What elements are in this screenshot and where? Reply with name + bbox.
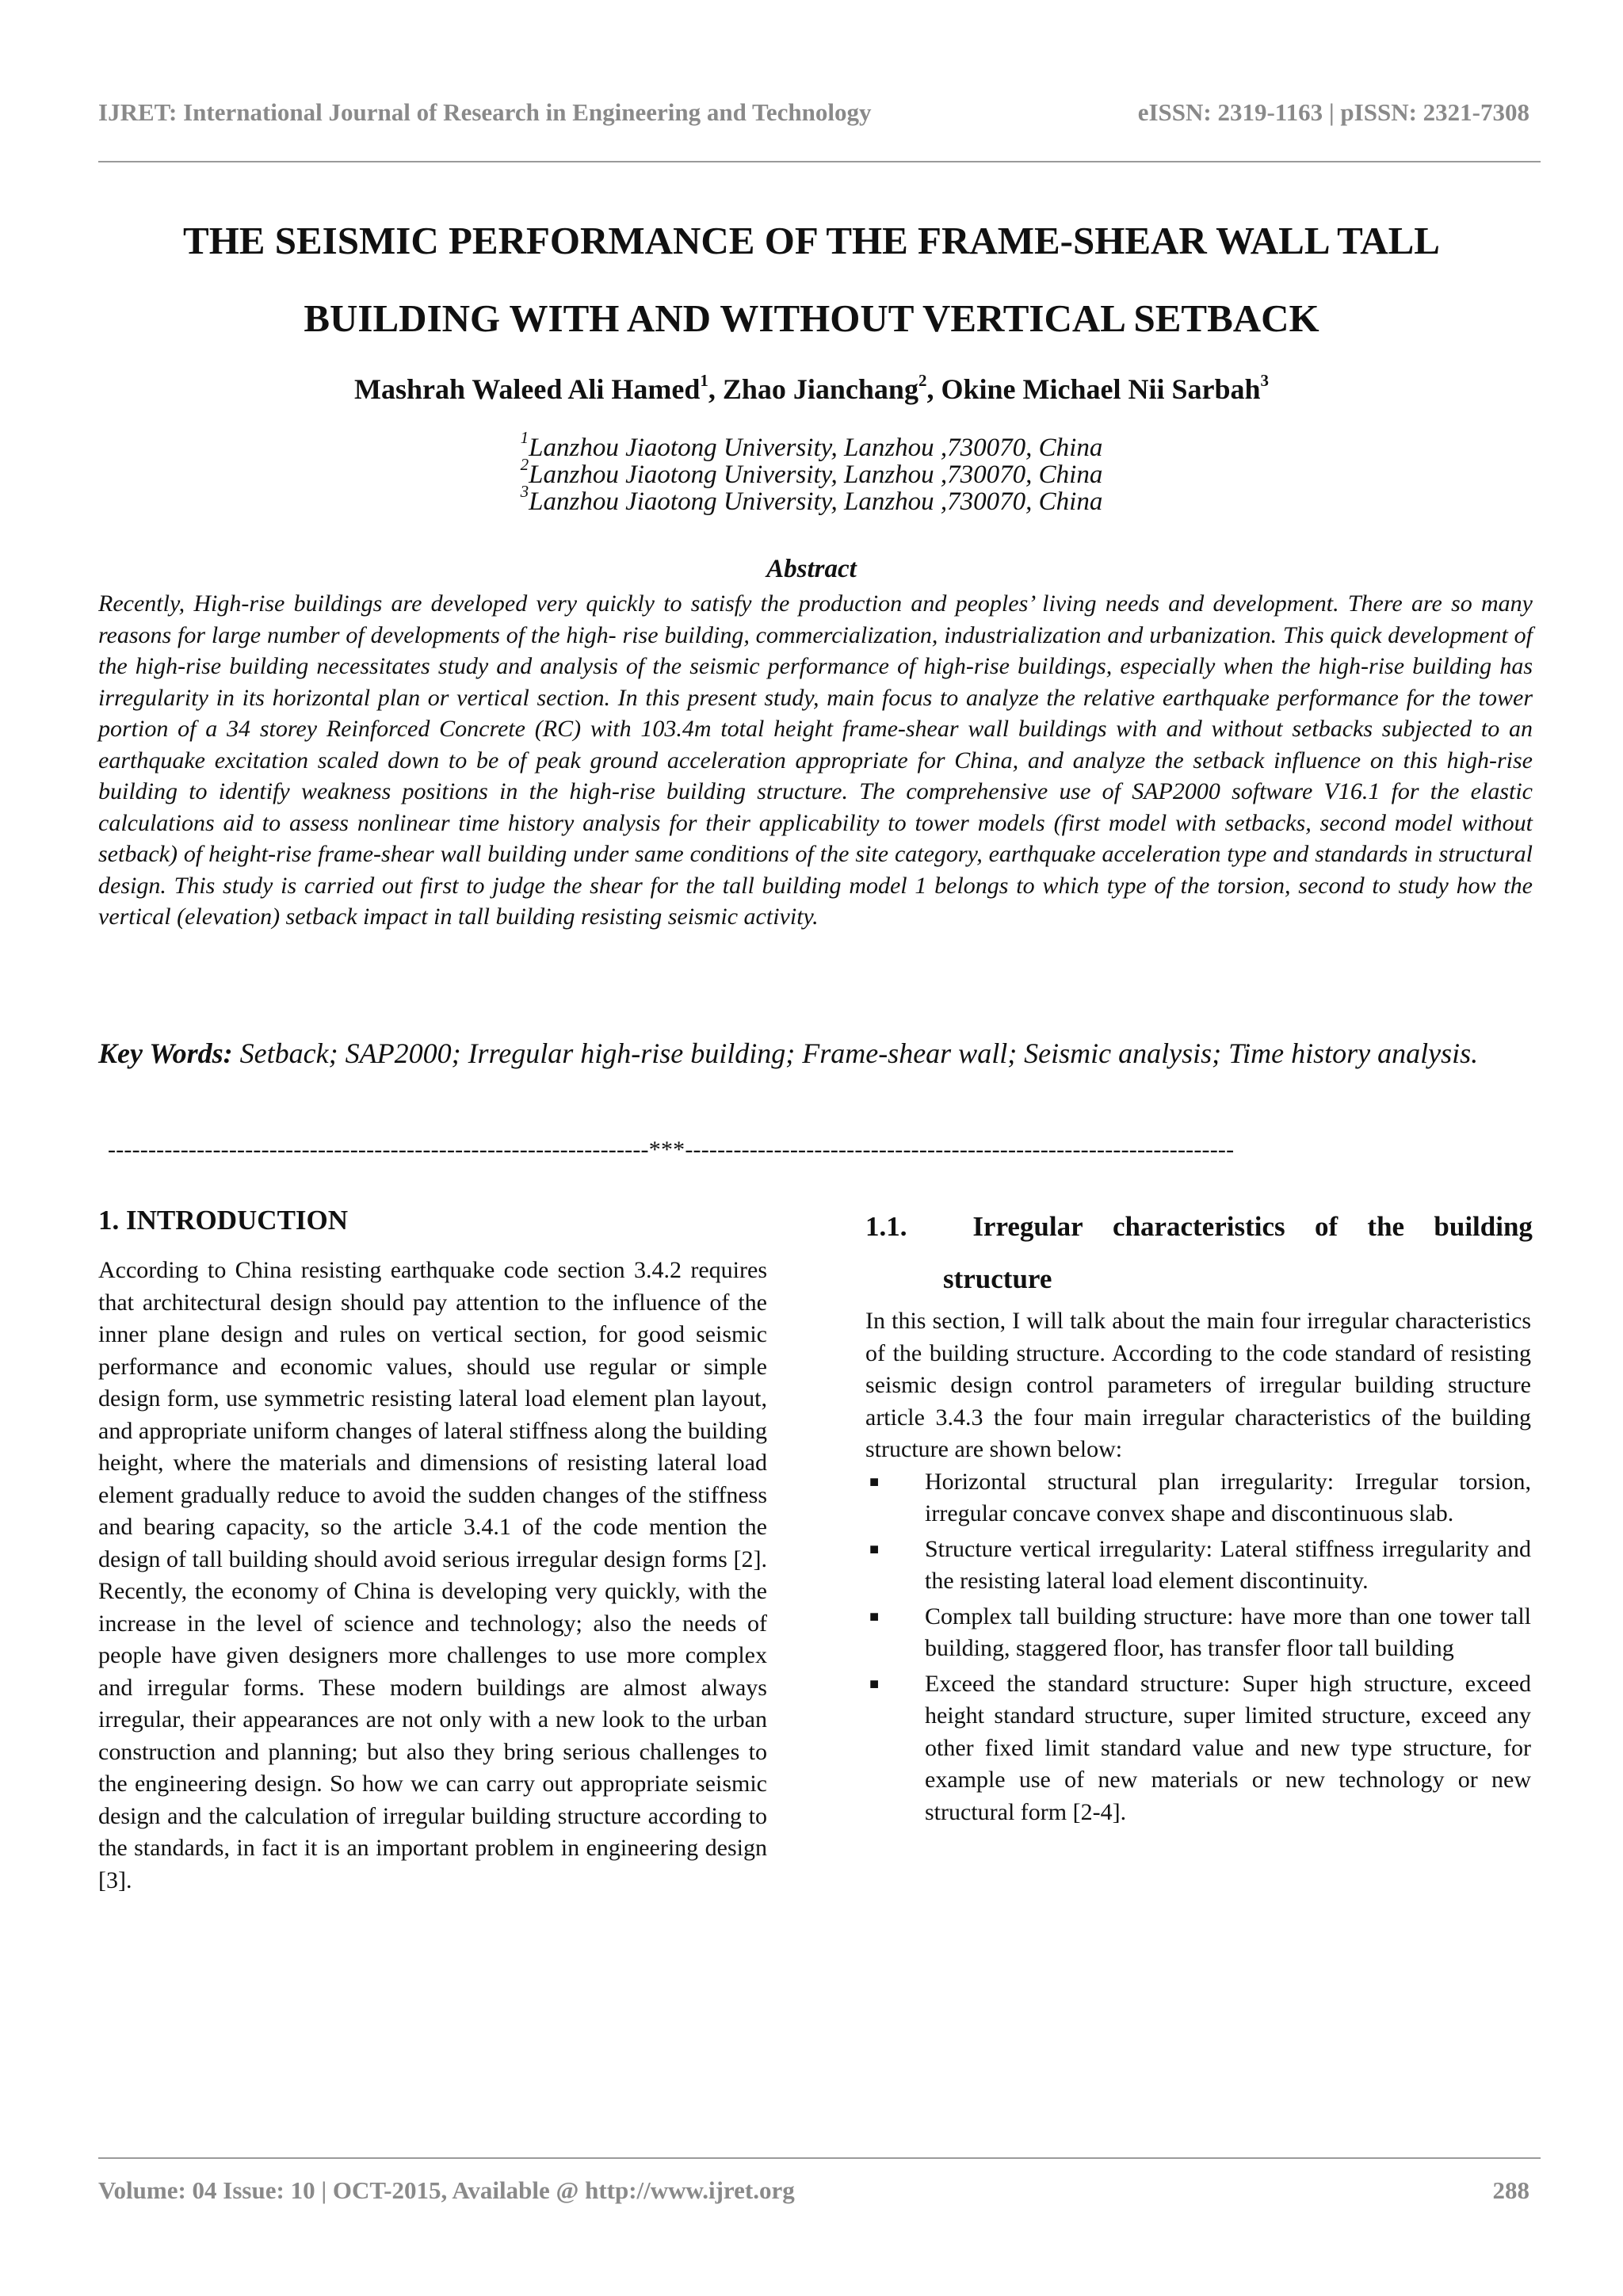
list-item — [865, 1534, 1531, 1598]
paper-title — [87, 202, 1536, 357]
author-sup: 2 — [918, 371, 927, 390]
author-name: Zhao Jianchang — [722, 373, 918, 405]
bullet-square-icon: ■ — [869, 1473, 880, 1491]
abstract-heading: Abstract — [766, 555, 857, 583]
page-number: 288 — [1492, 2176, 1529, 2204]
intro-column — [98, 1255, 767, 1897]
affiliation-text: Lanzhou Jiaotong University, Lanzhou ,730070, China — [529, 434, 1103, 462]
title-line-2: BUILDING WITH AND WITHOUT VERTICAL SETBACK — [304, 296, 1319, 340]
list-item — [865, 1668, 1531, 1829]
section-1-1-heading — [865, 1201, 1533, 1305]
heading-word: characteristics — [1112, 1211, 1285, 1242]
affiliation-line — [0, 482, 1623, 516]
list-item — [865, 1601, 1531, 1665]
irregularity-list — [865, 1466, 1531, 1829]
title-line-1: THE SEISMIC PERFORMANCE OF THE FRAME-SHEAR WALL TALL — [183, 219, 1440, 262]
affiliations — [0, 428, 1623, 516]
affiliation-sup: 2 — [520, 455, 529, 474]
bullet-square-icon: ■ — [869, 1675, 880, 1693]
affiliation-text: Lanzhou Jiaotong University, Lanzhou ,730070, China — [529, 487, 1103, 516]
list-item — [865, 1466, 1531, 1530]
list-item-text: Horizontal structural plan irregularity: Irregular torsion, irregular concave convex shape and discontinuous slab. — [925, 1468, 1531, 1526]
author-name: Mashrah Waleed Ali Hamed — [354, 373, 701, 405]
author-list — [0, 372, 1623, 406]
author-sup: 1 — [700, 371, 708, 390]
journal-header: IJRET: International Journal of Research in Engineering and Technology — [98, 98, 872, 126]
bullet-square-icon: ■ — [869, 1540, 880, 1558]
author-sep: , — [926, 373, 941, 405]
author-name: Okine Michael Nii Sarbah — [941, 373, 1261, 405]
section-separator: -------------------------------------------------------------------***-------------------------------------------------------------------- — [108, 1137, 1235, 1163]
bullet-square-icon: ■ — [869, 1607, 880, 1626]
header-rule — [98, 161, 1541, 162]
list-item-text: Complex tall building structure: have more than one tower tall building, staggered floor, has transfer floor tall building — [925, 1603, 1531, 1661]
intro-heading: 1. INTRODUCTION — [98, 1205, 349, 1236]
heading-word: Irregular — [972, 1211, 1083, 1242]
author-sup: 3 — [1260, 371, 1269, 390]
intro-paragraph: According to China resisting earthquake code section 3.4.2 requires that architectural design should pay attention to the influence of the inner plane design and rules on vertical section, for good seismic performance and economic values, should use regular or simple design form, use symmetric resisting lateral load element plan layout, and appropriate uniform changes of lateral stiffness along the building height, where the materials and dimensions of resisting lateral load element gradually reduce to avoid the sudden changes of the stiffness and bearing capacity, so the article 3.4.1 of the code mention the design of tall building should avoid serious irregular design forms [2]. Recently, the economy of China is developing very quickly, with the increase in the level of science and technology; also the needs of people have given designers more challenges to use more complex and irregular forms. These modern buildings are almost always irregular, their appearances are not only with a new look to the urban construction and planning; but also they bring serious challenges to the engineering design. So how we can carry out appropriate seismic design and the calculation of irregular building structure according to the standards, in fact it is an important problem in engineering design [3]. — [98, 1257, 767, 1893]
section-1-1-column — [865, 1305, 1531, 1832]
author-sep: , — [708, 373, 723, 405]
affiliation-line — [0, 455, 1623, 489]
list-item-text: Structure vertical irregularity: Lateral stiffness irregularity and the resisting lateral load element discontinuity. — [925, 1535, 1531, 1594]
affiliation-sup: 1 — [520, 428, 529, 447]
keywords — [98, 1029, 1533, 1078]
affiliation-text: Lanzhou Jiaotong University, Lanzhou ,730070, China — [529, 460, 1103, 489]
heading-word: building — [1434, 1211, 1533, 1242]
section-heading-line — [865, 1201, 1533, 1253]
footer-rule — [98, 2157, 1541, 2159]
affiliation-line — [0, 428, 1623, 462]
keywords-text: Setback; SAP2000; Irregular high-rise building; Frame-shear wall; Seismic analysis; Time history analysis. — [239, 1037, 1479, 1069]
affiliation-sup: 3 — [520, 482, 529, 501]
section-1-1-paragraph: In this section, I will talk about the main four irregular characteristics of the building structure. According to the code standard of resisting seismic design control parameters of irregular building structure article 3.4.3 the four main irregular characteristics of the building structure are shown below: — [865, 1308, 1531, 1462]
footer-volume-info: Volume: 04 Issue: 10 | OCT-2015, Available @ http://www.ijret.org — [98, 2176, 795, 2204]
abstract-text: Recently, High-rise buildings are developed very quickly to satisfy the production and peoples’ living needs and development. There are so many reasons for large number of developments of the high- rise building, commercialization, industrialization and urbanization. This quick development of the high-rise building necessitates study and analysis of the seismic performance of high-rise buildings, especially when the high-rise building has irregularity in its horizontal plan or vertical section. In this present study, main focus to analyze the relative earthquake performance for the tower portion of a 34 storey Reinforced Concrete (RC) with 103.4m total height frame-shear wall buildings with and without setbacks subjected to an earthquake excitation scaled down to be of peak ground acceleration appropriate for China, and analyze the setback influence on this high-rise building to identify weakness positions in the high-rise building structure. The comprehensive use of SAP2000 software V16.1 for the elastic calculations aid to assess nonlinear time history analysis for their applicability to tower models (first model with setbacks, second model without setback) of height-rise frame-shear wall building under same conditions of the site category, earthquake acceleration type and standards in structural design. This study is carried out first to judge the shear for the tall building model 1 belongs to which type of the torsion, second to study how the vertical (elevation) setback impact in tall building resisting seismic activity. — [98, 590, 1533, 930]
list-item-text: Exceed the standard structure: Super high structure, exceed height standard structure, super limited structure, exceed any other fixed limit standard value and new type structure, for example use of new materials or new technology or new structural form [2-4]. — [925, 1670, 1531, 1825]
keywords-label: Key Words: — [98, 1037, 233, 1069]
section-number: 1.1. — [865, 1211, 907, 1242]
issn-header: eISSN: 2319-1163 | pISSN: 2321-7308 — [1137, 98, 1529, 126]
heading-word: of — [1314, 1211, 1338, 1242]
section-heading-line-2: structure — [943, 1263, 1052, 1294]
heading-word: the — [1367, 1211, 1405, 1242]
